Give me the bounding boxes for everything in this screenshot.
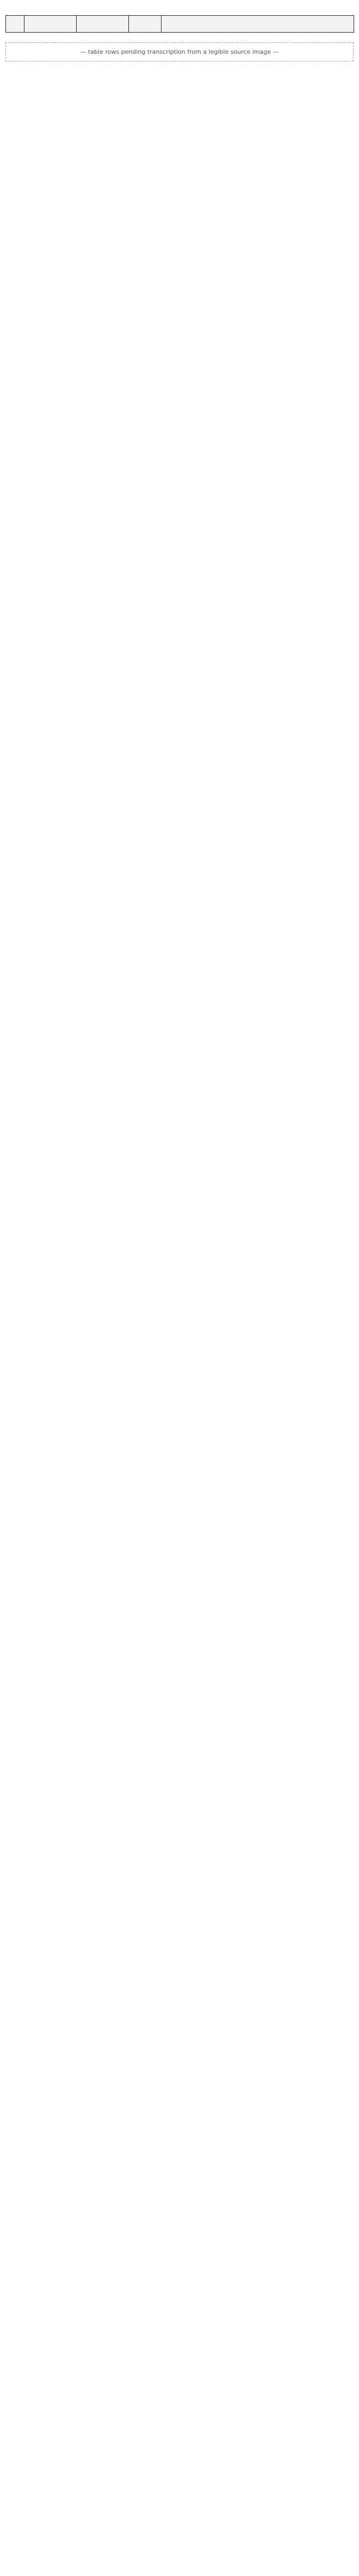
header-order <box>162 16 354 33</box>
header-rank <box>77 16 129 33</box>
header-no <box>6 16 24 33</box>
header-unit <box>24 16 77 33</box>
document-page <box>5 0 354 72</box>
personnel-order-table <box>5 15 354 33</box>
header-name <box>129 16 162 33</box>
transcription-notice: — table rows pending transcription from a legible source image — <box>5 42 354 61</box>
table-header-row <box>6 16 354 33</box>
